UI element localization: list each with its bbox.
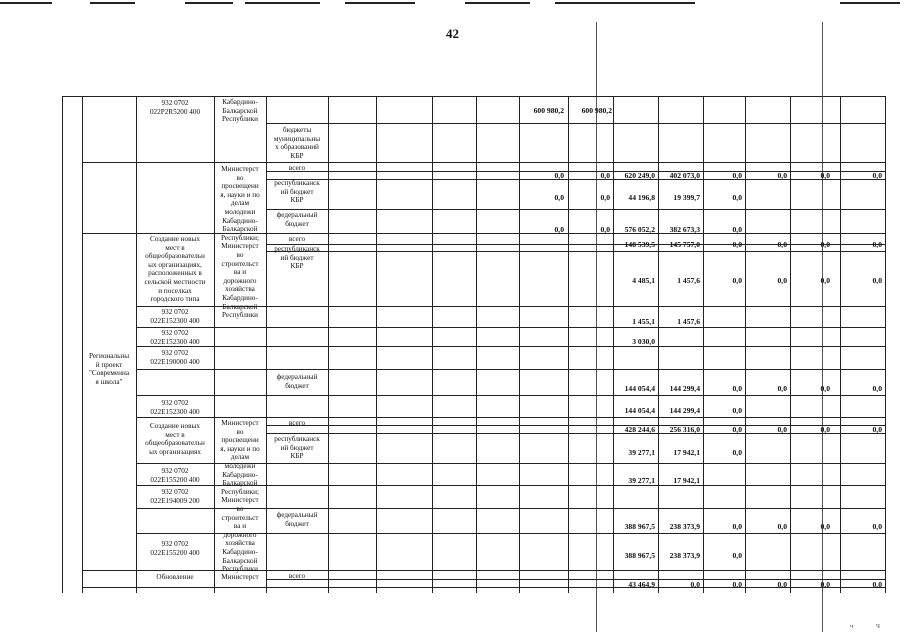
table-rule <box>136 369 885 370</box>
table-rule <box>136 327 885 328</box>
project-name: Региональны й проект "Современна я школа" <box>88 352 130 386</box>
value-cell: 0,0 <box>872 276 882 285</box>
value-cell: 0,0 <box>732 171 742 180</box>
value-cell: 0,0 <box>777 240 787 249</box>
budget-code: 932 0702 022E152300 400 <box>150 308 200 325</box>
scan-line <box>0 2 52 4</box>
value-cell: 0,0 <box>600 171 610 180</box>
value-cell: 428 244,6 <box>624 425 655 434</box>
table-rule <box>376 96 377 593</box>
funding-source: республиканск ий бюджет КБР <box>274 435 320 461</box>
value-cell: 17 942,1 <box>673 476 700 485</box>
value-cell: 0,0 <box>820 580 830 589</box>
value-cell: 620 249,0 <box>624 171 655 180</box>
budget-code: 932 0702 022E194009 200 <box>150 488 200 505</box>
scan-line <box>840 2 900 4</box>
funding-source: республиканск ий бюджет КБР <box>274 179 320 205</box>
table-rule <box>885 96 886 593</box>
value-cell: 238 373,9 <box>669 551 700 560</box>
funding-source: федеральный бюджет <box>276 373 318 390</box>
value-cell: 0,0 <box>732 522 742 531</box>
value-cell: 0,0 <box>732 425 742 434</box>
value-cell: 388 967,5 <box>624 551 655 560</box>
funding-source: федеральный бюджет <box>276 211 318 228</box>
scan-line <box>90 2 135 4</box>
value-cell: 39 277,1 <box>628 448 655 457</box>
value-cell: 17 942,1 <box>673 448 700 457</box>
value-cell: 238 373,9 <box>669 522 700 531</box>
value-cell: 1 457,6 <box>677 317 700 326</box>
value-cell: 0,0 <box>820 276 830 285</box>
value-cell: 0,0 <box>732 551 742 560</box>
funding-source: федеральный бюджет <box>276 511 318 528</box>
table-rule <box>476 96 477 593</box>
value-cell: 0,0 <box>732 384 742 393</box>
table-rule <box>82 233 885 234</box>
value-cell: 0,0 <box>777 522 787 531</box>
value-cell: 0,0 <box>777 384 787 393</box>
table-rule <box>136 346 885 347</box>
value-cell: 0,0 <box>820 522 830 531</box>
value-cell: 0,0 <box>600 225 610 234</box>
table-rule <box>328 96 329 593</box>
value-cell: 576 052,2 <box>624 225 655 234</box>
funding-source: бюджеты муниципальны х образований КБР <box>273 126 321 160</box>
value-cell: 144 299,4 <box>669 406 700 415</box>
value-cell: 0,0 <box>872 384 882 393</box>
value-cell: 0,0 <box>732 240 742 249</box>
table-rule <box>432 96 433 593</box>
value-cell: 0,0 <box>820 384 830 393</box>
value-cell: 148 539,5 <box>624 240 655 249</box>
executor: Министерст <box>221 573 259 581</box>
table-rule <box>62 96 63 593</box>
value-cell: 0,0 <box>690 580 700 589</box>
value-cell: 0,0 <box>732 225 742 234</box>
table-rule <box>62 96 885 97</box>
value-cell: 0,0 <box>732 276 742 285</box>
value-cell: 0,0 <box>732 580 742 589</box>
value-cell: 145 757,0 <box>669 240 700 249</box>
value-cell: 3 030,0 <box>632 337 655 346</box>
budget-code: 932 0702 022Р2R5200 400 <box>149 99 201 116</box>
value-cell: 0,0 <box>732 406 742 415</box>
budget-code: 932 0702 022E152300 400 <box>150 329 200 346</box>
executor: Министерст во просвещени я, науки и по делам молодежи Кабардино- Балкарской Республики; Министерст во строительст ва и дорожного хозяйства Кабардино- Балкарской Республики <box>220 165 260 320</box>
value-cell: 256 316,0 <box>669 425 700 434</box>
value-cell: 0,0 <box>554 225 564 234</box>
value-cell: 0,0 <box>777 276 787 285</box>
budget-code: 932 0702 022E190000 400 <box>150 349 200 366</box>
value-cell: 144 054,4 <box>624 384 655 393</box>
value-cell: 144 054,4 <box>624 406 655 415</box>
value-cell: 4 485,1 <box>632 276 655 285</box>
table-rule <box>136 395 885 396</box>
event-name: Создание новых мест в общеобразовательн ых организациях <box>145 422 205 456</box>
scan-mark: Ч <box>876 624 880 630</box>
value-cell: 43 464,9 <box>628 580 655 589</box>
value-cell: 1 455,1 <box>632 317 655 326</box>
funding-source: всего <box>288 164 306 172</box>
value-cell: 388 967,5 <box>624 522 655 531</box>
value-cell: 0,0 <box>777 580 787 589</box>
value-cell: 600 980,2 <box>533 106 564 115</box>
budget-code: 932 0702 022E155200 400 <box>150 540 200 557</box>
value-cell: 382 673,3 <box>669 225 700 234</box>
table-rule <box>82 96 83 593</box>
scan-line <box>465 2 530 4</box>
value-cell: 0,0 <box>777 425 787 434</box>
value-cell: 0,0 <box>732 193 742 202</box>
value-cell: 402 073,0 <box>669 171 700 180</box>
value-cell: 0,0 <box>872 522 882 531</box>
budget-code: 932 0702 022E155200 400 <box>150 467 200 484</box>
value-cell: 0,0 <box>554 171 564 180</box>
value-cell: 0,0 <box>872 171 882 180</box>
table-rule <box>82 162 885 163</box>
scan-line <box>185 2 233 4</box>
executor: Министерст во просвещени я, науки и по делам молодежи Кабардино- Балкарской Республики; Министерст во строительст ва и дорожного хозяйства Кабардино- Балкарской Республики <box>220 419 260 574</box>
table-rule <box>266 123 885 124</box>
value-cell: 0,0 <box>820 425 830 434</box>
value-cell: 0,0 <box>872 580 882 589</box>
executor: Кабардино- Балкарской Республики <box>221 98 259 124</box>
value-cell: 0,0 <box>820 240 830 249</box>
funding-source: республиканск ий бюджет КБР <box>274 245 320 271</box>
value-cell: 39 277,1 <box>628 476 655 485</box>
funding-source: всего <box>288 572 306 580</box>
value-cell: 0,0 <box>872 425 882 434</box>
value-cell: 0,0 <box>732 448 742 457</box>
value-cell: 0,0 <box>872 240 882 249</box>
value-cell: 0,0 <box>820 171 830 180</box>
event-name: Обновление <box>156 573 194 581</box>
value-cell: 19 399,7 <box>673 193 700 202</box>
budget-code: 932 0702 022E152300 400 <box>150 399 200 416</box>
value-cell: 0,0 <box>600 193 610 202</box>
table-rule <box>266 209 885 210</box>
funding-source: всего <box>288 419 306 427</box>
funding-source: всего <box>288 235 306 243</box>
scan-line <box>555 2 695 4</box>
value-cell: 144 299,4 <box>669 384 700 393</box>
value-cell: 0,0 <box>554 193 564 202</box>
page-number: 42 <box>446 26 459 41</box>
value-cell: 0,0 <box>777 171 787 180</box>
table-rule <box>266 251 885 252</box>
table-rule <box>136 417 885 418</box>
scan-mark: ч <box>850 624 854 630</box>
table-rule <box>82 570 885 571</box>
value-cell: 600 980,2 <box>581 106 612 115</box>
scan-line <box>345 2 415 4</box>
value-cell: 44 196,8 <box>628 193 655 202</box>
event-name: Создание новых мест в общеобразовательн ых организациях, расположенных в сельской местности и поселках городского типа <box>144 235 206 304</box>
value-cell: 1 457,6 <box>677 276 700 285</box>
scan-line <box>245 2 320 4</box>
